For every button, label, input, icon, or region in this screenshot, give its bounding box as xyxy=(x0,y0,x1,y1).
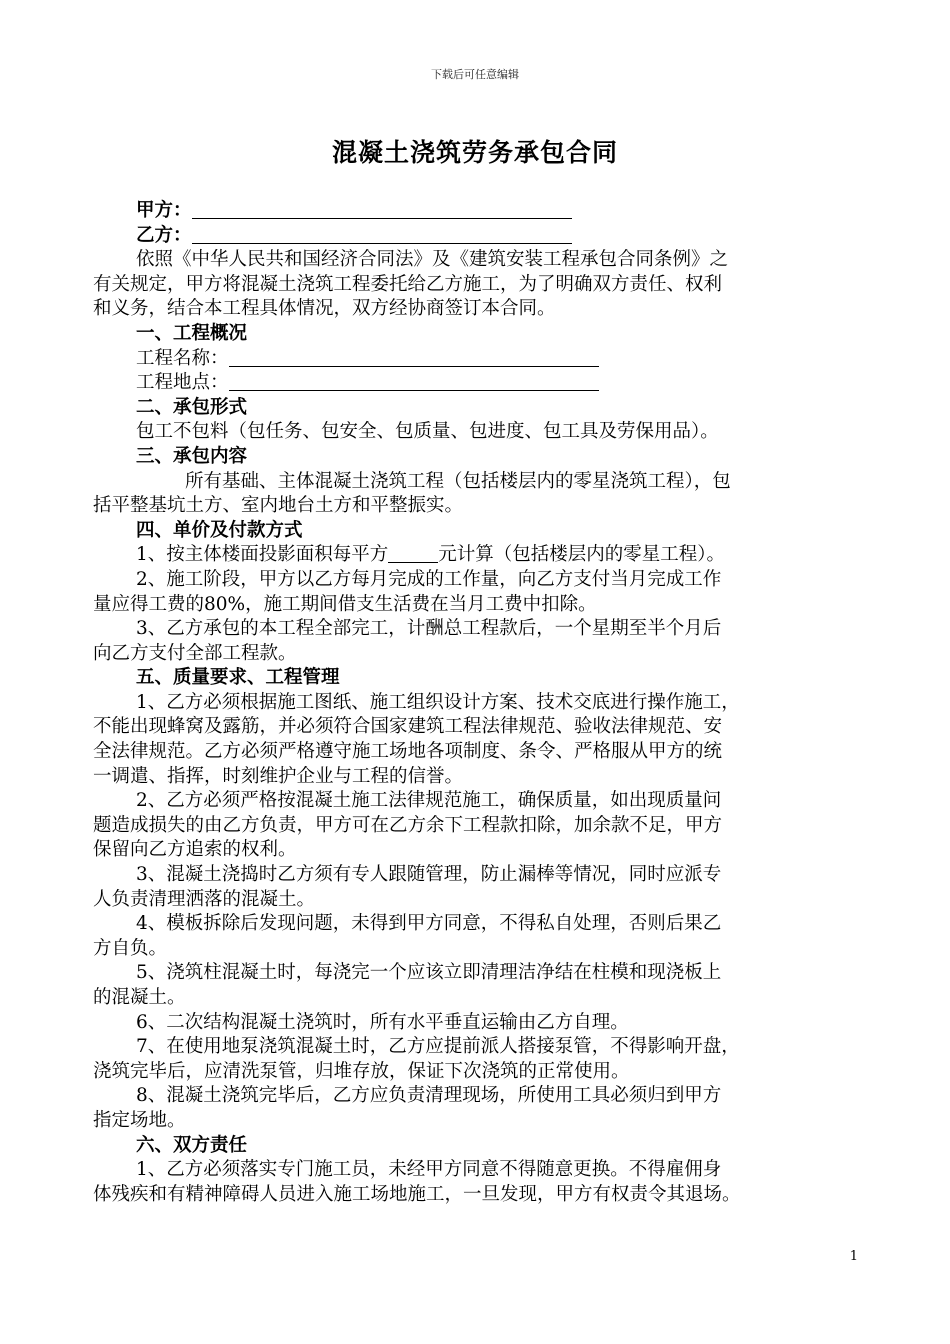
project-location-line xyxy=(93,371,863,396)
intro-line: 有关规定，甲方将混凝土浇筑工程委托给乙方施工，为了明确双方责任、权利 xyxy=(93,273,723,295)
paragraph-line: 题造成损失的由乙方负责，甲方可在乙方余下工程款扣除，加余款不足，甲方 xyxy=(93,814,723,836)
paragraph-line: 的混凝土。 xyxy=(93,987,186,1008)
paragraph-line: 体残疾和有精神障碍人员进入施工场地施工，一旦发现，甲方有权责令其退场。 xyxy=(93,1183,741,1205)
paragraph-line: 保留向乙方追索的权利。 xyxy=(93,839,297,861)
paragraph-line: 括平整基坑土方、室内地台土方和平整振实。 xyxy=(93,495,464,517)
section-heading: 一、工程概况 xyxy=(136,322,248,344)
party-b-line xyxy=(93,224,863,249)
paragraph-line: 全法律规范。乙方必须严格遵守施工场地各项制度、条令、严格服从甲方的统 xyxy=(93,741,723,763)
paragraph-line: 5、浇筑柱混凝土时，每浇完一个应该立即清理洁净结在柱模和现浇板上 xyxy=(136,962,722,984)
paragraph-line: 量应得工费的80%，施工期间借支生活费在当月工费中扣除。 xyxy=(93,593,597,615)
paragraph-line: 人负责清理洒落的混凝土。 xyxy=(93,888,316,910)
project-name-line xyxy=(93,347,863,372)
contract-body xyxy=(93,199,863,1207)
party-a-line xyxy=(93,199,863,224)
project-location-label: 工程地点： xyxy=(136,372,229,394)
party-a-label: 甲方： xyxy=(136,200,192,221)
paragraph-line: 所有基础、主体混凝土浇筑工程（包括楼层内的零星浇筑工程），包 xyxy=(185,470,731,492)
unit-price-text: 1、按主体楼面投影面积每平方 xyxy=(136,544,389,566)
section-heading: 三、承包内容 xyxy=(136,445,248,467)
intro-line: 依照《中华人民共和国经济合同法》及《建筑安装工程承包合同条例》之 xyxy=(136,249,729,271)
paragraph-line: 指定场地。 xyxy=(93,1109,186,1131)
paragraph-line: 6、二次结构混凝土浇筑时，所有水平垂直运输由乙方自理。 xyxy=(136,1011,629,1033)
unit-price-line xyxy=(93,543,863,568)
section-heading: 六、双方责任 xyxy=(136,1134,248,1156)
paragraph-line: 不能出现蜂窝及露筋，并必须符合国家建筑工程法律规范、验收法律规范、安 xyxy=(93,716,723,738)
unit-price-text: 元计算（包括楼层内的零星工程）。 xyxy=(438,544,726,566)
header-note: 下载后可任意编辑 xyxy=(431,68,519,81)
project-name-label: 工程名称： xyxy=(136,347,229,369)
paragraph-line: 4、模板拆除后发现问题，未得到甲方同意，不得私自处理，否则后果乙 xyxy=(136,913,722,935)
page-number: 1 xyxy=(849,1249,858,1264)
document-title: 混凝土浇筑劳务承包合同 xyxy=(331,138,618,167)
section-heading: 二、承包形式 xyxy=(136,396,248,418)
paragraph-line: 方自负。 xyxy=(93,937,168,959)
paragraph-line: 7、在使用地泵浇筑混凝土时，乙方应提前派人搭接泵管，不得影响开盘， xyxy=(136,1036,740,1058)
paragraph-line: 3、混凝土浇捣时乙方须有专人跟随管理，防止漏棒等情况，同时应派专 xyxy=(136,864,722,886)
party-b-blank xyxy=(192,225,572,244)
paragraph-line: 1、乙方必须根据施工图纸、施工组织设计方案、技术交底进行操作施工， xyxy=(136,691,740,713)
project-location-blank xyxy=(229,372,599,391)
paragraph-line: 向乙方支付全部工程款。 xyxy=(93,642,297,664)
paragraph-line: 包工不包料（包任务、包安全、包质量、包进度、包工具及劳保用品）。 xyxy=(136,421,719,443)
party-b-label: 乙方： xyxy=(136,224,192,246)
paragraph-line: 2、乙方必须严格按混凝土施工法律规范施工，确保质量，如出现质量问 xyxy=(136,790,722,812)
paragraph-line: 一调遣、指挥，时刻维护企业与工程的信誉。 xyxy=(93,765,464,787)
unit-price-blank xyxy=(388,544,438,563)
paragraph-line: 1、乙方必须落实专门施工员，未经甲方同意不得随意更换。不得雇佣身 xyxy=(136,1159,722,1181)
project-name-blank xyxy=(229,348,599,367)
party-a-blank xyxy=(192,200,572,219)
paragraph-line: 2、施工阶段，甲方以乙方每月完成的工作量，向乙方支付当月完成工作 xyxy=(136,568,722,590)
section-heading: 五、质量要求、工程管理 xyxy=(136,667,340,689)
paragraph-line: 8、混凝土浇筑完毕后，乙方应负责清理现场，所使用工具必须归到甲方 xyxy=(136,1085,722,1107)
intro-line: 和义务，结合本工程具体情况，双方经协商签订本合同。 xyxy=(93,298,556,320)
paragraph-line: 浇筑完毕后，应清洗泵管，归堆存放，保证下次浇筑的正常使用。 xyxy=(93,1060,630,1082)
section-heading: 四、单价及付款方式 xyxy=(136,519,303,541)
paragraph-line: 3、乙方承包的本工程全部完工，计酬总工程款后，一个星期至半个月后 xyxy=(136,618,722,640)
